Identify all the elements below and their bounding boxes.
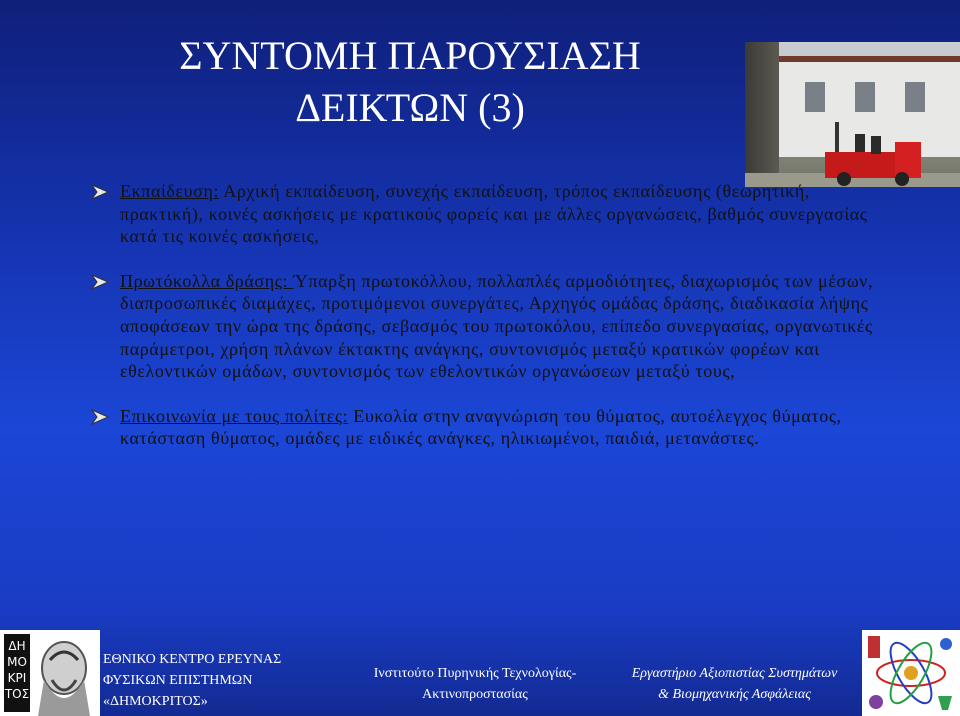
org-name [103, 649, 333, 712]
title-line-1: ΣΥΝΤΟΜΗ ΠΑΡΟΥΣΙΑΣΗ [179, 33, 641, 78]
inst-line-2: Ακτινοπροστασίας [422, 687, 528, 702]
bullet-text: Ύπαρξη πρωτοκόλλου, πολλαπλές αρμοδιότητες, διαχωρισμός των μέσων, διαπροσωπικές διαμάχες, προτιμόμενοι συνεργάτες, Αρχηγός ομάδας δράσης, διαδικασία λήψης αποφάσεων την ώρα της δράσης, σεβασμός του πρωτοκόλου, επίπεδο συνεργασίας, οργανωτικές παράμετροι, χρήση πλάνων έκτακτης ανάγκης, συντονισμός μεταξύ κρατικών φορέων και εθελοντικών ομάδων, συντονισμός των εθελοντικών οργανώσεων μεταξύ τους, [120, 270, 874, 382]
bullet-heading: Εκπαίδευση: [120, 181, 220, 201]
arrow-bullet-icon [90, 408, 110, 426]
lab-logo [862, 630, 960, 716]
bullet-training [90, 180, 890, 248]
org-line-2: ΦΥΣΙΚΩΝ ΕΠΙΣΤΗΜΩΝ [103, 673, 253, 688]
title-line-2: ΔΕΙΚΤΩΝ (3) [295, 85, 525, 130]
fire-truck-photo [745, 42, 960, 187]
bullet-text: Αρχική εκπαίδευση, συνεχής εκπαίδευση, τρόπος εκπαίδευσης (θεωρητική, πρακτική), κοινές ασκήσεις με κρατικούς φορείς και με άλλες οργανώσεις, βαθμός συνεργασίας κατά τις κοινές ασκήσεις, [120, 181, 868, 247]
svg-text:ΔΗ: ΔΗ [8, 639, 26, 653]
svg-text:ΚΡΙ: ΚΡΙ [7, 671, 27, 685]
bullet-communication [90, 405, 890, 450]
demokritos-logo [0, 630, 100, 716]
svg-text:ΜΟ: ΜΟ [7, 655, 27, 669]
bullet-protocols [90, 270, 890, 383]
org-line-1: ΕΘΝΙΚΟ ΚΕΝΤΡΟ ΕΡΕΥΝΑΣ [103, 652, 282, 667]
bullet-heading: Επικοινωνία με τους πολίτες: [120, 405, 349, 426]
inst-line-1: Ινστιτούτο Πυρηνικής Τεχνολογίας- [373, 666, 577, 681]
lab-name [607, 663, 862, 705]
bullet-heading: Πρωτόκολλα δράσης: [120, 270, 294, 291]
footer [0, 630, 960, 716]
lab-line-1: Εργαστήριο Αξιοπιστίας Συστημάτων [631, 666, 838, 681]
bullet-text: Ευκολία στην αναγνώριση του θύματος, αυτοέλεγχος θύματος, κατάσταση θύματος, ομάδες με ειδικές ανάγκες, ηλικιωμένοι, παιδιά, μετανάστες. [120, 405, 842, 449]
institute-name [345, 663, 605, 705]
atom-safety-icon [862, 630, 960, 716]
arrow-bullet-icon [90, 273, 110, 291]
arrow-bullet-icon [90, 183, 110, 201]
org-line-3: «ΔΗΜΟΚΡΙΤΟΣ» [103, 694, 208, 709]
bullet-list [90, 180, 890, 472]
demokritos-bust-icon [0, 630, 100, 716]
lab-line-2: & Βιομηχανικής Ασφάλειας [658, 687, 811, 702]
svg-text:ΤΟΣ: ΤΟΣ [4, 687, 30, 701]
slide-title [0, 30, 820, 134]
